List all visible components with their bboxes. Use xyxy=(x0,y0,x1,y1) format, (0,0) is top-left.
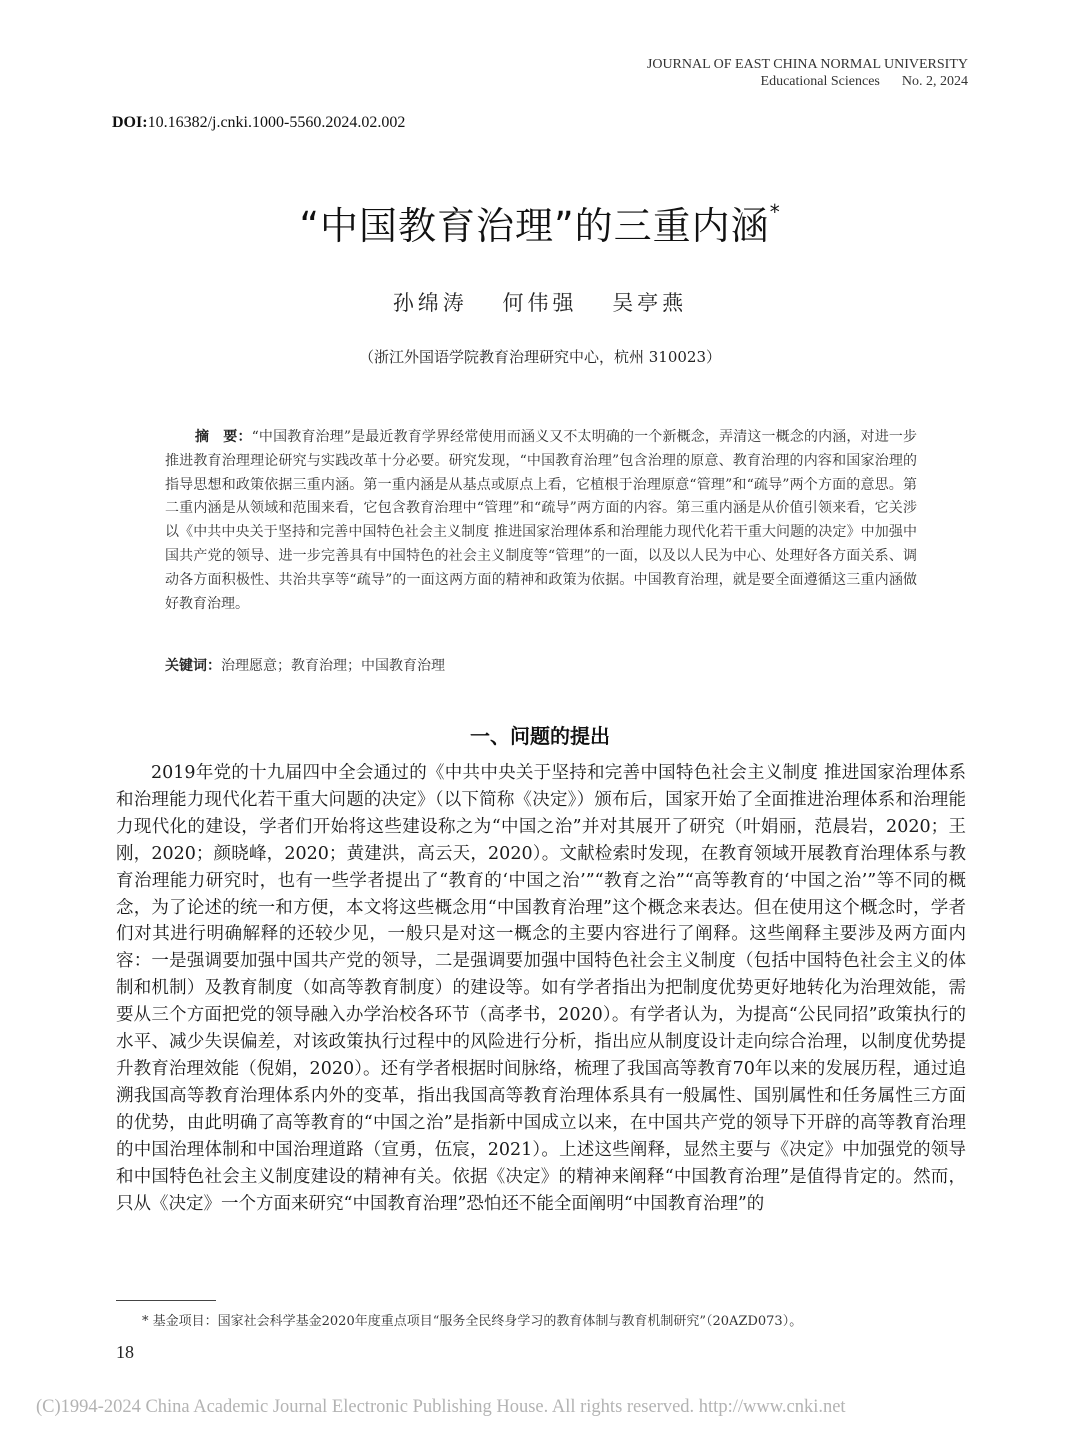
article-title xyxy=(0,195,1080,250)
journal-header xyxy=(647,56,968,90)
abstract xyxy=(165,426,917,616)
doi-value: 10.16382/j.cnki.1000-5560.2024.02.002 xyxy=(147,114,406,131)
author-affiliation: （浙江外国语学院教育治理研究中心，杭州 310023） xyxy=(358,348,722,366)
author-name: 吴亭燕 xyxy=(612,291,688,315)
keywords-label: 关键词： xyxy=(165,658,221,674)
section-heading: 一、问题的提出 xyxy=(470,724,610,748)
journal-subject: Educational Sciences xyxy=(760,74,880,89)
keywords xyxy=(165,655,445,675)
author-name: 孙绵涛 xyxy=(392,291,468,315)
author-name: 何伟强 xyxy=(502,291,578,315)
copyright-watermark: (C)1994-2024 China Academic Journal Electronic Publishing House. All rights reserved. http://www.cnki.net xyxy=(36,1397,846,1417)
journal-issue: No. 2, 2024 xyxy=(901,74,968,89)
doi xyxy=(112,114,405,132)
author-list xyxy=(0,287,1080,317)
title-text: “中国教育治理”的三重内涵 xyxy=(299,204,770,248)
abstract-text: “中国教育治理”是最近教育学界经常使用而涵义又不太明确的一个新概念，弄清这一概念的内涵，对进一步推进教育治理理论研究与实践改革十分必要。研究发现，“中国教育治理”包含治理的原意、教育治理的内容和国家治理的指导思想和政策依据三重内涵。第一重内涵是从基点或原点上看，它植根于治理原意“管理”和“疏导”两个方面的意思。第二重内涵是从领域和范围来看，它包含教育治理中“管理”和“疏导”两方面的内容。第三重内涵是从价值引领来看，它关涉以《中共中央关于坚持和完善中国特色社会主义制度 推进国家治理体系和治理能力现代化若干重大问题的决定》中加强中国共产党的领导、进一步完善具有中国特色的社会主义制度等“管理”的一面，以及以人民为中心、处理好各方面关系、调动各方面积极性、共治共享等“疏导”的一面这两方面的精神和政策为依据。中国教育治理，就是要全面遵循这三重内涵做好教育治理。 xyxy=(165,429,918,612)
footnote-divider xyxy=(116,1300,216,1301)
journal-issue-line xyxy=(647,73,968,90)
abstract-label: 摘 要： xyxy=(195,429,252,445)
journal-name: JOURNAL OF EAST CHINA NORMAL UNIVERSITY xyxy=(646,57,968,72)
title-footnote-mark: * xyxy=(769,200,781,225)
page-number: 18 xyxy=(116,1342,134,1362)
footnote: * 基金项目：国家社会科学基金2020年度重点项目“服务全民终身学习的教育体制与教育机制研究”（20AZD073）。 xyxy=(142,1314,803,1329)
keywords-text: 治理愿意；教育治理；中国教育治理 xyxy=(221,658,445,674)
doi-label: DOI: xyxy=(112,114,148,131)
body-paragraph: 2019年党的十九届四中全会通过的《中共中央关于坚持和完善中国特色社会主义制度 推进国家治理体系和治理能力现代化若干重大问题的决定》（以下简称《决定》）颁布后，国家开始了全面推进治理体系和治理能力现代化的建设，学者们开始将这些建设称之为“中国之治”并对其展开了研究（叶娟丽，范晨岩，2020；王刚，2020；颜晓峰，2020；黄建洪，高云天，2020）。文献检索时发现，在教育领域开展教育治理体系与教育治理能力研究时，也有一些学者提出了“教育的‘中国之治’”“教育之治”“高等教育的‘中国之治’”等不同的概念，为了论述的统一和方便，本文将这些概念用“中国教育治理”这个概念来表达。但在使用这个概念时，学者们对其进行明确解释的还较少见，一般只是对这一概念的主要内容进行了阐释。这些阐释主要涉及两方面内容：一是强调要加强中国共产党的领导，二是强调要加强中国特色社会主义制度（包括中国特色社会主义的体制和机制）及教育制度（如高等教育制度）的建设等。如有学者指出为把制度优势更好地转化为治理效能，需要从三个方面把党的领导融入办学治校各环节（高孝书，2020）。有学者认为，为提高“公民同招”政策执行的水平、减少失误偏差，对该政策执行过程中的风险进行分析，指出应从制度设计走向综合治理，以制度优势提升教育治理效能（倪娟，2020）。还有学者根据时间脉络，梳理了我国高等教育70年以来的发展历程，通过追溯我国高等教育治理体系内外的变革，指出我国高等教育治理体系具有一般属性、国别属性和任务属性三方面的优势，由此明确了高等教育的“中国之治”是指新中国成立以来，在中国共产党的领导下开辟的高等教育治理的中国治理体制和中国治理道路（宣勇，伍宸，2021）。上述这些阐释，显然主要与《决定》中加强党的领导和中国特色社会主义制度建设的精神有关。依据《决定》的精神来阐释“中国教育治理”是值得肯定的。然而，只从《决定》一个方面来研究“中国教育治理”恐怕还不能全面阐明“中国教育治理”的 xyxy=(116,763,966,1214)
